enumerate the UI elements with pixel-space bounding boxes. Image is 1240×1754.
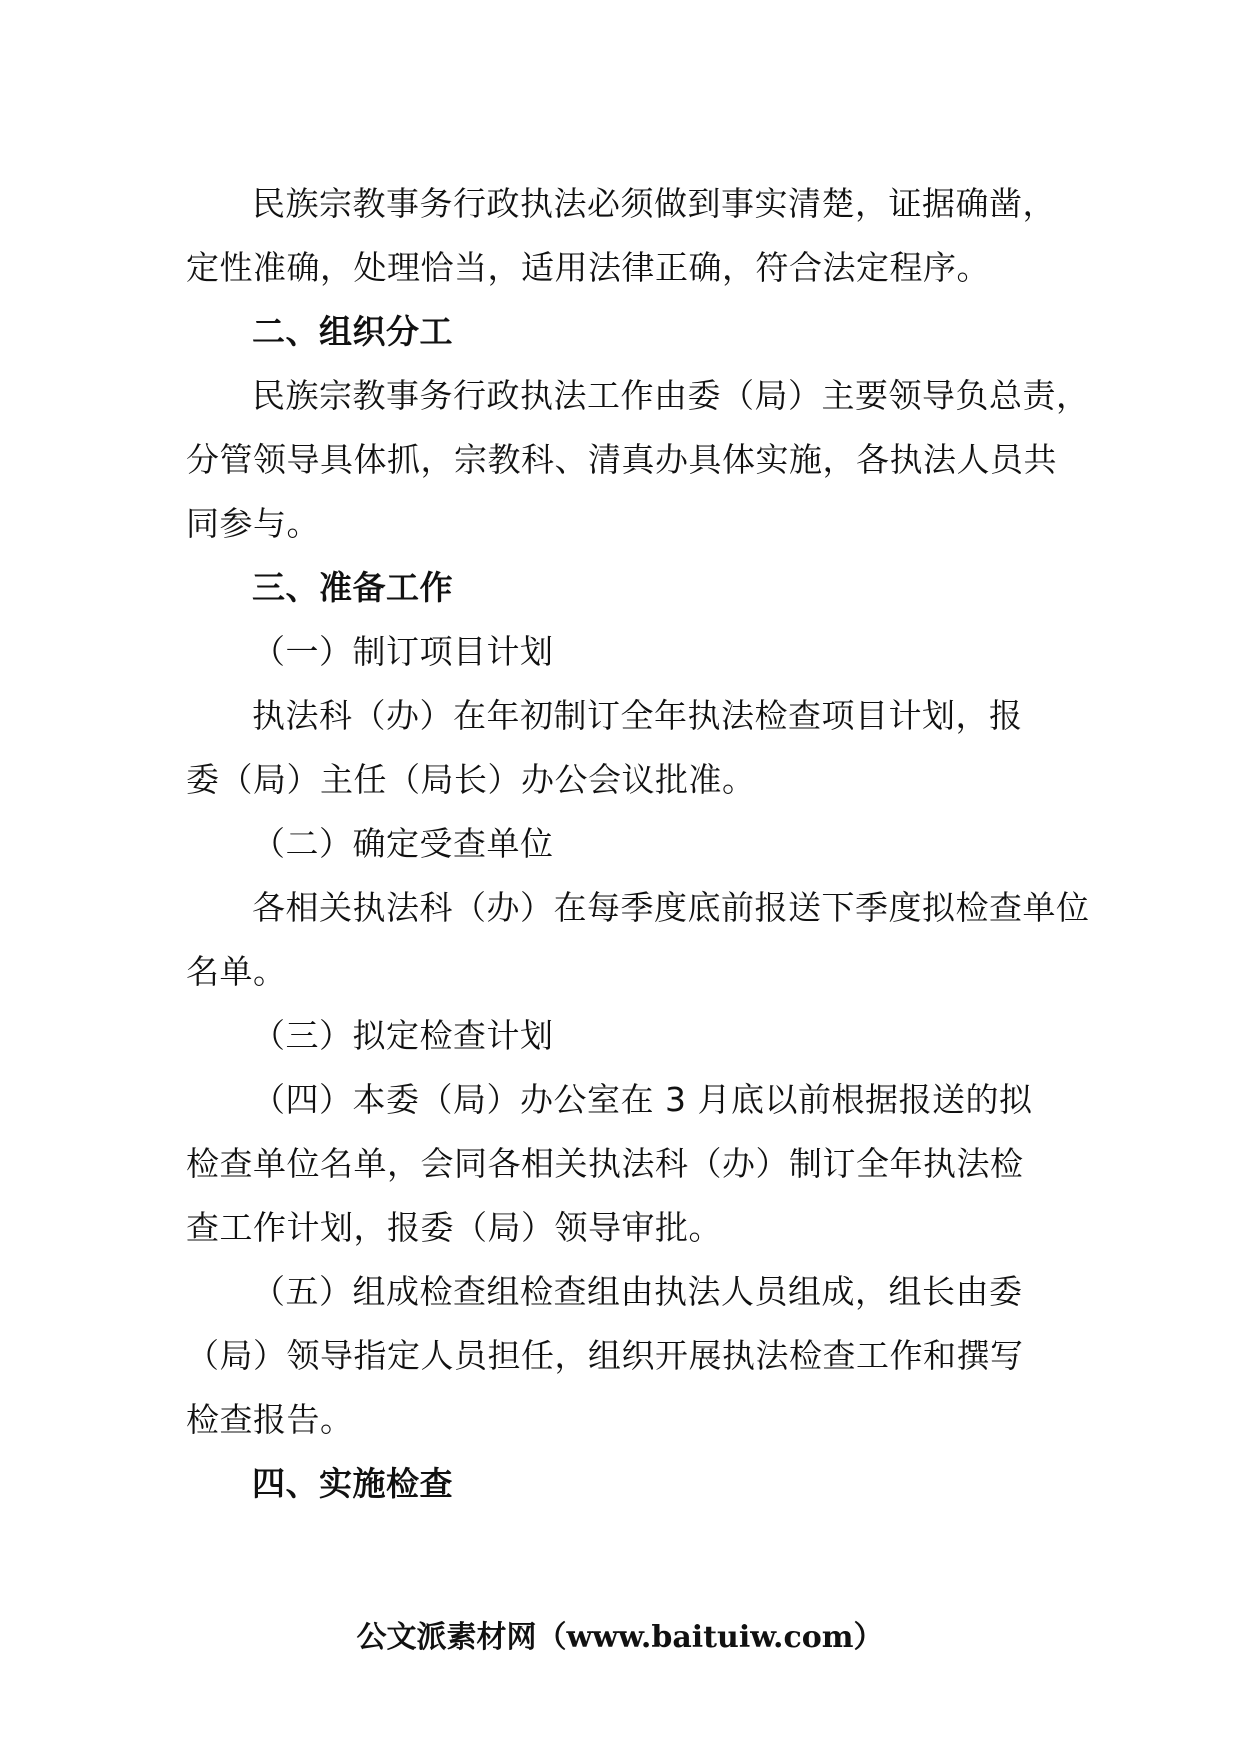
subsection-heading: （一）制订项目计划	[252, 632, 554, 671]
paragraph-line: 委（局）主任（局长）办公会议批准。	[186, 760, 756, 799]
footer-watermark: 公文派素材网（www.baituiw.com）	[356, 1620, 884, 1655]
paragraph-line: 民族宗教事务行政执法必须做到事实清楚，证据确凿，	[252, 184, 1056, 223]
section-heading: 四、实施检查	[252, 1464, 453, 1503]
paragraph-line: 定性准确，处理恰当，适用法律正确，符合法定程序。	[186, 248, 990, 287]
paragraph-line: 分管领导具体抓，宗教科、清真办具体实施，各执法人员共	[186, 440, 1057, 479]
paragraph-line: 同参与。	[186, 504, 320, 543]
paragraph-line: （四）本委（局）办公室在 3 月底以前根据报送的拟	[252, 1080, 1033, 1119]
subsection-heading: （二）确定受查单位	[252, 824, 554, 863]
paragraph-line: 各相关执法科（办）在每季度底前报送下季度拟检查单位	[252, 888, 1090, 927]
document-body	[186, 172, 1090, 1516]
paragraph-line: （局）领导指定人员担任，组织开展执法检查工作和撰写	[186, 1336, 1024, 1375]
paragraph-line: 检查单位名单，会同各相关执法科（办）制订全年执法检	[186, 1144, 1024, 1183]
section-heading: 二、组织分工	[252, 312, 453, 351]
paragraph-line: 执法科（办）在年初制订全年执法检查项目计划，报	[252, 696, 1023, 735]
subsection-heading: （三）拟定检查计划	[252, 1016, 554, 1055]
paragraph-line: 民族宗教事务行政执法工作由委（局）主要领导负总责，	[252, 376, 1090, 415]
section-heading: 三、准备工作	[252, 568, 453, 607]
paragraph-line: 查工作计划，报委（局）领导审批。	[186, 1208, 722, 1247]
paragraph-line: （五）组成检查组检查组由执法人员组成，组长由委	[252, 1272, 1023, 1311]
paragraph-line: 检查报告。	[186, 1400, 354, 1439]
paragraph-line: 名单。	[186, 952, 287, 991]
